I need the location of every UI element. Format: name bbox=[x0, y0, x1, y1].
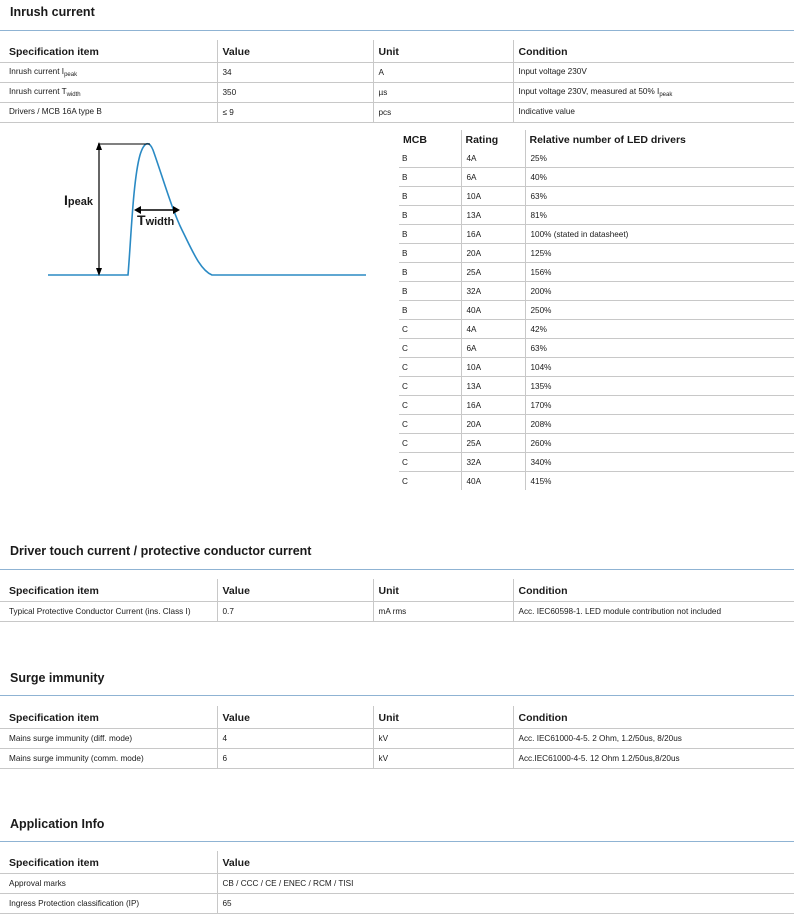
cell-rating: 32A bbox=[461, 453, 525, 472]
section-divider bbox=[0, 569, 794, 570]
cell-mcb: C bbox=[399, 434, 461, 453]
cell-value: 4 bbox=[217, 729, 373, 749]
cell-value: 0.7 bbox=[217, 602, 373, 622]
header-unit: Unit bbox=[373, 579, 513, 602]
cell-rating: 13A bbox=[461, 206, 525, 225]
header-value: Value bbox=[217, 851, 794, 874]
table-row bbox=[399, 320, 794, 339]
section-divider bbox=[0, 30, 794, 31]
cell-mcb: B bbox=[399, 225, 461, 244]
cell-rating: 25A bbox=[461, 263, 525, 282]
table-row bbox=[399, 206, 794, 225]
cell-item: Inrush current $T_{width}$ bbox=[0, 83, 217, 103]
cell-relative-number: 104% bbox=[525, 358, 794, 377]
cell-mcb: C bbox=[399, 358, 461, 377]
cell-relative-number: 81% bbox=[525, 206, 794, 225]
cell-rating: 4A bbox=[461, 320, 525, 339]
section-title-inrush: Inrush current bbox=[10, 5, 95, 19]
cell-mcb: C bbox=[399, 453, 461, 472]
table-row bbox=[0, 874, 794, 894]
cell-relative-number: 40% bbox=[525, 168, 794, 187]
table-header-row bbox=[0, 40, 794, 63]
table-row bbox=[399, 301, 794, 320]
cell-rating: 6A bbox=[461, 339, 525, 358]
cell-value: CB / CCC / CE / ENEC / RCM / TISI bbox=[217, 874, 794, 894]
table-row bbox=[399, 377, 794, 396]
touch-current-table bbox=[0, 579, 794, 622]
header-spec-item: Specification item bbox=[9, 46, 99, 58]
cell-mcb: B bbox=[402, 153, 408, 163]
application-info-table bbox=[0, 851, 794, 914]
cell-rating: 40A bbox=[461, 301, 525, 320]
section-divider bbox=[0, 695, 794, 696]
cell-mcb: C bbox=[399, 396, 461, 415]
cell-value: 350 bbox=[217, 83, 373, 103]
cell-mcb: B bbox=[399, 282, 461, 301]
surge-table bbox=[0, 706, 794, 769]
cell-mcb: C bbox=[399, 320, 461, 339]
header-condition: Condition bbox=[513, 40, 794, 63]
table-row bbox=[399, 244, 794, 263]
cell-value: 6 bbox=[217, 749, 373, 769]
header-relative-number: Relative number of LED drivers bbox=[525, 130, 794, 149]
cell-mcb: C bbox=[399, 472, 461, 491]
table-row bbox=[399, 339, 794, 358]
table-row bbox=[0, 63, 794, 83]
cell-item: Mains surge immunity (diff. mode) bbox=[0, 729, 217, 749]
cell-mcb: C bbox=[399, 415, 461, 434]
cell-relative-number: 260% bbox=[525, 434, 794, 453]
cell-unit: kV bbox=[373, 729, 513, 749]
cell-value: 65 bbox=[217, 894, 794, 914]
section-divider bbox=[0, 841, 794, 842]
cell-item: Inrush current $I_{peak}$ bbox=[0, 63, 217, 83]
cell-condition: Acc.IEC61000-4-5. 12 Ohm 1.2/50us,8/20us bbox=[513, 749, 794, 769]
cell-rating: 13A bbox=[461, 377, 525, 396]
cell-unit: A bbox=[373, 63, 513, 83]
cell-relative-number: 42% bbox=[525, 320, 794, 339]
cell-condition: Input voltage 230V, measured at 50% $I_{peak}$ bbox=[513, 83, 794, 103]
cell-condition: Indicative value bbox=[513, 103, 794, 123]
table-row bbox=[0, 83, 794, 103]
cell-rating: 6A bbox=[461, 168, 525, 187]
table-header-row bbox=[399, 130, 794, 149]
inrush-waveform-diagram bbox=[0, 120, 380, 290]
table-row bbox=[399, 168, 794, 187]
cell-mcb: B bbox=[399, 187, 461, 206]
cell-item: Ingress Protection classification (IP) bbox=[0, 894, 217, 914]
cell-rating: 10A bbox=[461, 187, 525, 206]
cell-relative-number: 208% bbox=[525, 415, 794, 434]
cell-rating: 32A bbox=[461, 282, 525, 301]
table-row bbox=[399, 434, 794, 453]
table-row bbox=[399, 358, 794, 377]
header-unit: Unit bbox=[373, 706, 513, 729]
cell-relative-number: 170% bbox=[525, 396, 794, 415]
table-row bbox=[399, 225, 794, 244]
table-row bbox=[0, 729, 794, 749]
section-title-touch-current: Driver touch current / protective conductor current bbox=[10, 544, 312, 558]
cell-item: Approval marks bbox=[0, 874, 217, 894]
ipeak-arrow-head-top bbox=[96, 142, 102, 150]
cell-relative-number: 135% bbox=[525, 377, 794, 396]
cell-rating: 16A bbox=[461, 225, 525, 244]
cell-condition: Input voltage 230V bbox=[513, 63, 794, 83]
table-row bbox=[399, 263, 794, 282]
cell-rating: 16A bbox=[461, 396, 525, 415]
cell-value: 34 bbox=[217, 63, 373, 83]
cell-relative-number: 25% bbox=[525, 149, 794, 168]
table-header-row bbox=[0, 851, 794, 874]
table-row bbox=[399, 282, 794, 301]
twidth-label: Twidth bbox=[137, 212, 175, 228]
header-unit: Unit bbox=[373, 40, 513, 63]
cell-mcb: C bbox=[399, 339, 461, 358]
cell-relative-number: 63% bbox=[525, 339, 794, 358]
header-mcb: MCB bbox=[403, 133, 427, 146]
cell-relative-number: 200% bbox=[525, 282, 794, 301]
cell-mcb: C bbox=[399, 377, 461, 396]
header-spec-item: Specification item bbox=[9, 712, 99, 724]
cell-relative-number: 340% bbox=[525, 453, 794, 472]
header-condition: Condition bbox=[513, 706, 794, 729]
cell-mcb: B bbox=[399, 301, 461, 320]
table-row bbox=[399, 453, 794, 472]
cell-mcb: B bbox=[399, 206, 461, 225]
cell-rating: 4A bbox=[461, 149, 525, 168]
cell-unit: µs bbox=[373, 83, 513, 103]
table-row bbox=[399, 415, 794, 434]
cell-rating: 40A bbox=[461, 472, 525, 491]
cell-item: Drivers / MCB 16A type B bbox=[0, 103, 217, 123]
cell-relative-number: 156% bbox=[525, 263, 794, 282]
waveform-curve bbox=[48, 144, 366, 275]
cell-item: Mains surge immunity (comm. mode) bbox=[0, 749, 217, 769]
table-row bbox=[0, 749, 794, 769]
cell-relative-number: 125% bbox=[525, 244, 794, 263]
cell-unit: mA rms bbox=[373, 602, 513, 622]
cell-relative-number: 63% bbox=[525, 187, 794, 206]
inrush-table bbox=[0, 40, 794, 123]
cell-value: ≤ 9 bbox=[217, 103, 373, 123]
section-title-application-info: Application Info bbox=[10, 817, 105, 831]
header-spec-item: Specification item bbox=[9, 857, 99, 869]
section-title-surge: Surge immunity bbox=[10, 671, 105, 685]
ipeak-label: Ipeak bbox=[64, 192, 93, 208]
header-spec-item: Specification item bbox=[9, 585, 99, 597]
cell-rating: 20A bbox=[461, 415, 525, 434]
cell-rating: 10A bbox=[461, 358, 525, 377]
header-rating: Rating bbox=[461, 130, 525, 149]
mcb-table bbox=[399, 130, 794, 490]
table-row bbox=[399, 396, 794, 415]
table-row bbox=[399, 187, 794, 206]
cell-mcb: B bbox=[399, 263, 461, 282]
cell-condition: Acc. IEC61000-4-5. 2 Ohm, 1.2/50us, 8/20us bbox=[513, 729, 794, 749]
cell-unit: pcs bbox=[373, 103, 513, 123]
cell-mcb: B bbox=[399, 244, 461, 263]
cell-relative-number: 100% (stated in datasheet) bbox=[525, 225, 794, 244]
cell-relative-number: 415% bbox=[525, 472, 794, 491]
header-condition: Condition bbox=[513, 579, 794, 602]
header-value: Value bbox=[217, 40, 373, 63]
cell-rating: 20A bbox=[461, 244, 525, 263]
table-header-row bbox=[0, 579, 794, 602]
table-row bbox=[399, 149, 794, 168]
header-value: Value bbox=[217, 706, 373, 729]
cell-relative-number: 250% bbox=[525, 301, 794, 320]
cell-rating: 25A bbox=[461, 434, 525, 453]
table-row bbox=[0, 894, 794, 914]
table-header-row bbox=[0, 706, 794, 729]
cell-item: Typical Protective Conductor Current (ins. Class I) bbox=[0, 602, 217, 622]
cell-condition: Acc. IEC60598-1. LED module contribution not included bbox=[513, 602, 794, 622]
table-row bbox=[0, 602, 794, 622]
table-row bbox=[399, 472, 794, 491]
cell-mcb: B bbox=[399, 168, 461, 187]
cell-unit: kV bbox=[373, 749, 513, 769]
header-value: Value bbox=[217, 579, 373, 602]
